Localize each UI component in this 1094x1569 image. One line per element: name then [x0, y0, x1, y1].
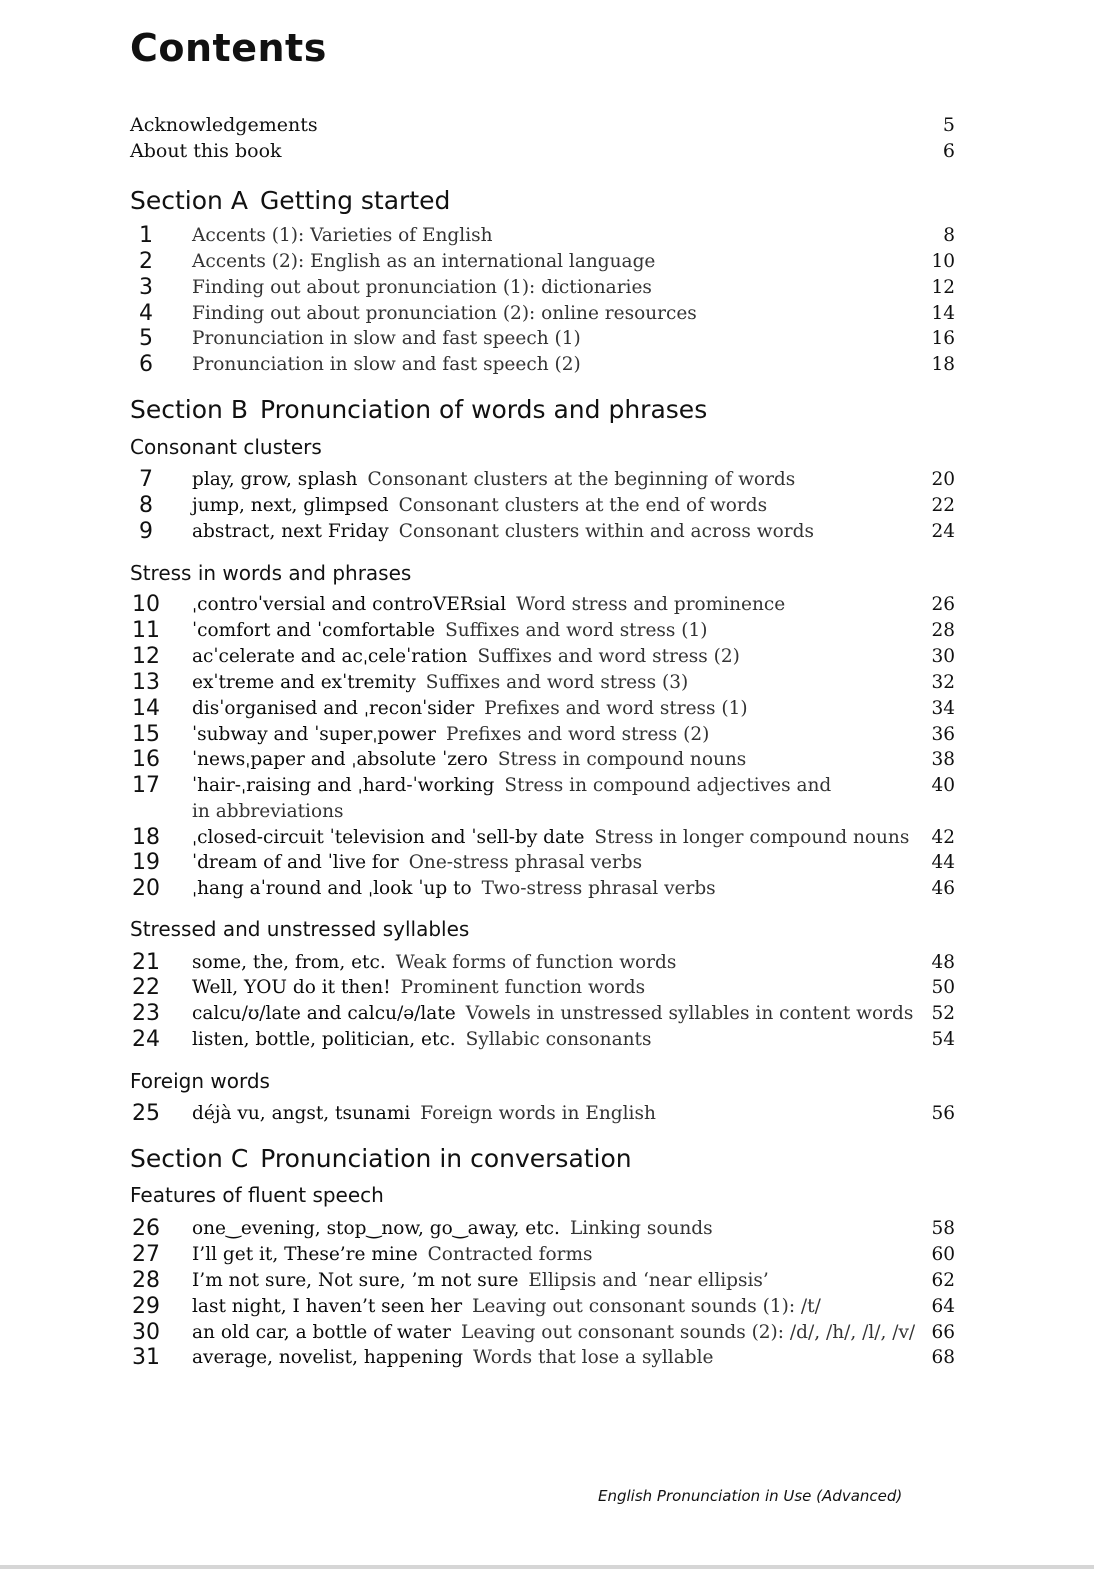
unit-number: 24	[132, 1027, 160, 1052]
toc-entry-acknowledgements[interactable]	[130, 112, 955, 138]
unit-page-number: 44	[931, 852, 955, 873]
unit-keywords: some, the, from, etc.	[192, 952, 386, 973]
unit-keywords: ˈsubway and ˈsuperˌpower	[192, 724, 437, 745]
section-name: Getting started	[259, 186, 451, 215]
unit-page-number: 60	[931, 1244, 955, 1265]
unit-description: Accents (2): English as an international language	[192, 251, 656, 272]
page-title: Contents	[130, 26, 327, 70]
unit-page-number: 50	[931, 977, 955, 998]
group-heading-stressed-unstressed: Stressed and unstressed syllables	[130, 917, 470, 941]
unit-number: 1	[139, 223, 153, 248]
unit-keywords: one‿evening, stop‿now, go‿away, etc.	[192, 1218, 560, 1239]
unit-description: Foreign words in English	[420, 1103, 656, 1124]
unit-description: Pronunciation in slow and fast speech (2)	[192, 354, 581, 375]
unit-number: 3	[139, 275, 153, 300]
toc-entry-label: About this book	[130, 140, 282, 162]
unit-title	[192, 223, 892, 249]
unit-page-number: 8	[943, 225, 955, 246]
unit-page-number: 14	[931, 303, 955, 324]
unit-number: 26	[132, 1216, 160, 1241]
unit-number: 21	[132, 950, 160, 975]
toc-page-number: 6	[942, 140, 955, 162]
unit-number: 22	[132, 975, 160, 1000]
unit-title	[192, 1294, 892, 1320]
unit-page-number: 16	[931, 328, 955, 349]
unit-keywords: ˌcontroˈversial and controVERsial	[192, 594, 507, 615]
section-b-heading	[130, 394, 707, 426]
unit-number: 15	[132, 722, 160, 747]
unit-description: Prefixes and word stress (2)	[446, 724, 710, 745]
unit-number: 2	[139, 249, 153, 274]
unit-page-number: 26	[931, 594, 955, 615]
unit-description: Accents (1): Varieties of English	[192, 225, 493, 246]
unit-title	[192, 618, 892, 644]
unit-page-number: 24	[931, 521, 955, 542]
unit-number: 20	[132, 876, 160, 901]
unit-title	[192, 1101, 892, 1127]
unit-title	[192, 1027, 892, 1053]
unit-description: Finding out about pronunciation (1): dictionaries	[192, 277, 652, 298]
unit-number: 19	[132, 850, 160, 875]
unit-keywords: acˈcelerate and acˌceleˈration	[192, 646, 468, 667]
section-letter: Section C	[130, 1144, 249, 1173]
unit-title	[192, 722, 892, 748]
group-heading-fluent-speech: Features of fluent speech	[130, 1183, 384, 1207]
unit-title	[192, 670, 892, 696]
unit-page-number: 58	[931, 1218, 955, 1239]
unit-title	[192, 493, 892, 519]
unit-number: 28	[132, 1268, 160, 1293]
unit-description: Consonant clusters within and across words	[398, 521, 814, 542]
unit-page-number: 54	[931, 1029, 955, 1050]
unit-keywords: I’m not sure, Not sure, ’m not sure	[192, 1270, 519, 1291]
unit-title	[192, 747, 892, 773]
unit-description: Syllabic consonants	[465, 1029, 652, 1050]
unit-page-number: 28	[931, 620, 955, 641]
unit-keywords: last night, I haven’t seen her	[192, 1296, 463, 1317]
unit-description: Suffixes and word stress (1)	[445, 620, 708, 641]
unit-title	[192, 825, 922, 851]
unit-keywords: average, novelist, happening	[192, 1347, 463, 1368]
unit-description: Prefixes and word stress (1)	[484, 698, 748, 719]
unit-page-number: 56	[931, 1103, 955, 1124]
unit-keywords: ˈnewsˌpaper and ˌabsolute ˈzero	[192, 749, 488, 770]
unit-description: Prominent function words	[400, 977, 646, 998]
page-bottom-edge	[0, 1565, 1094, 1569]
unit-number: 25	[132, 1101, 160, 1126]
unit-number: 9	[139, 519, 153, 544]
toc-entry-about-this-book[interactable]	[130, 138, 955, 164]
unit-page-number: 22	[931, 495, 955, 516]
group-heading-consonant-clusters: Consonant clusters	[130, 435, 322, 459]
unit-keywords: disˈorganised and ˌreconˈsider	[192, 698, 475, 719]
section-letter: Section A	[130, 186, 248, 215]
unit-keywords: jump, next, glimpsed	[192, 495, 389, 516]
unit-keywords: ˌclosed-circuit ˈtelevision and ˈsell-by date	[192, 827, 585, 848]
unit-title	[192, 696, 892, 722]
unit-description: Contracted forms	[427, 1244, 593, 1265]
unit-page-number: 52	[931, 1003, 955, 1024]
unit-description: Pronunciation in slow and fast speech (1)	[192, 328, 581, 349]
section-name: Pronunciation of words and phrases	[259, 395, 708, 424]
unit-number: 18	[132, 825, 160, 850]
unit-description: Weak forms of function words	[395, 952, 677, 973]
unit-keywords: play, grow, splash	[192, 469, 358, 490]
unit-keywords: ˈdream of and ˈlive for	[192, 852, 399, 873]
unit-page-number: 10	[931, 251, 955, 272]
group-heading-stress-in-words: Stress in words and phrases	[130, 561, 412, 585]
unit-page-number: 32	[931, 672, 955, 693]
unit-number: 23	[132, 1001, 160, 1026]
unit-page-number: 68	[931, 1347, 955, 1368]
unit-description: One-stress phrasal verbs	[408, 852, 643, 873]
unit-page-number: 64	[931, 1296, 955, 1317]
unit-page-number: 34	[931, 698, 955, 719]
unit-title	[192, 326, 892, 352]
section-a-heading	[130, 185, 450, 217]
unit-number: 4	[139, 301, 153, 326]
unit-page-number: 38	[931, 749, 955, 770]
unit-page-number: 20	[931, 469, 955, 490]
unit-title	[192, 950, 892, 976]
unit-number: 12	[132, 644, 160, 669]
unit-title	[192, 467, 892, 493]
unit-page-number: 42	[931, 827, 955, 848]
unit-title	[192, 519, 892, 545]
unit-title	[192, 1216, 892, 1242]
section-letter: Section B	[130, 395, 248, 424]
toc-entry-label: Acknowledgements	[130, 114, 318, 136]
unit-page-number: 18	[931, 354, 955, 375]
unit-title	[192, 352, 892, 378]
unit-keywords: calcu/ʊ/late and calcu/ə/late	[192, 1003, 456, 1024]
unit-description: Two-stress phrasal verbs	[481, 878, 716, 899]
unit-number: 7	[139, 467, 153, 492]
unit-number: 11	[132, 618, 160, 643]
unit-page-number: 46	[931, 878, 955, 899]
unit-description: Consonant clusters at the beginning of words	[367, 469, 796, 490]
group-heading-foreign-words: Foreign words	[130, 1069, 270, 1093]
unit-page-number: 36	[931, 724, 955, 745]
unit-page-number: 12	[931, 277, 955, 298]
unit-description: Words that lose a syllable	[473, 1347, 714, 1368]
unit-number: 17	[132, 773, 160, 798]
unit-number: 16	[132, 747, 160, 772]
unit-number: 13	[132, 670, 160, 695]
unit-number: 14	[132, 696, 160, 721]
unit-keywords: exˈtreme and exˈtremity	[192, 672, 416, 693]
unit-title	[192, 1345, 892, 1371]
unit-title	[192, 850, 892, 876]
unit-description: Suffixes and word stress (2)	[477, 646, 740, 667]
unit-number: 5	[139, 326, 153, 351]
unit-keywords: listen, bottle, politician, etc.	[192, 1029, 456, 1050]
unit-page-number: 48	[931, 952, 955, 973]
unit-description: Consonant clusters at the end of words	[398, 495, 768, 516]
unit-title	[192, 249, 892, 275]
unit-title	[192, 301, 892, 327]
unit-description: Leaving out consonant sounds (1): /t/	[472, 1296, 821, 1317]
unit-description: Finding out about pronunciation (2): online resources	[192, 303, 697, 324]
unit-page-number: 66	[931, 1322, 955, 1343]
unit-keywords: an old car, a bottle of water	[192, 1322, 452, 1343]
unit-description: Stress in longer compound nouns	[594, 827, 910, 848]
unit-page-number: 30	[931, 646, 955, 667]
unit-number: 6	[139, 352, 153, 377]
unit-description: Suffixes and word stress (3)	[425, 672, 689, 693]
unit-keywords: déjà vu, angst, tsunami	[192, 1103, 411, 1124]
unit-title	[192, 1001, 922, 1027]
unit-keywords: Well, YOU do it then!	[192, 977, 391, 998]
running-footer: English Pronunciation in Use (Advanced)	[598, 1487, 903, 1505]
unit-title	[192, 644, 892, 670]
unit-keywords: I’ll get it, These’re mine	[192, 1244, 418, 1265]
unit-description: Stress in compound adjectives and in abbreviations	[192, 775, 832, 822]
unit-page-number: 40	[931, 775, 955, 796]
section-name: Pronunciation in conversation	[260, 1144, 632, 1173]
unit-title	[192, 1268, 892, 1294]
section-c-heading	[130, 1143, 632, 1175]
unit-title	[192, 876, 892, 902]
unit-number: 30	[132, 1320, 160, 1345]
toc-page-number: 5	[942, 114, 955, 136]
unit-description: Ellipsis and ‘near ellipsis’	[528, 1270, 769, 1291]
unit-keywords: ˈcomfort and ˈcomfortable	[192, 620, 436, 641]
unit-description: Leaving out consonant sounds (2): /d/, /h/, /l/, /v/	[461, 1322, 916, 1343]
unit-keywords: ˈhair-ˌraising and ˌhard-ˈworking	[192, 775, 495, 796]
unit-title	[192, 1242, 892, 1268]
unit-description: Stress in compound nouns	[497, 749, 747, 770]
unit-description: Vowels in unstressed syllables in content words	[465, 1003, 914, 1024]
unit-description: Word stress and prominence	[516, 594, 786, 615]
unit-number: 10	[132, 592, 160, 617]
unit-page-number: 62	[931, 1270, 955, 1291]
unit-number: 27	[132, 1242, 160, 1267]
unit-number: 29	[132, 1294, 160, 1319]
unit-description: Linking sounds	[569, 1218, 713, 1239]
unit-title	[192, 1320, 932, 1346]
unit-number: 31	[132, 1345, 160, 1370]
unit-title	[192, 592, 892, 618]
unit-title	[192, 275, 892, 301]
unit-keywords: ˌhang aˈround and ˌlook ˈup to	[192, 878, 472, 899]
unit-title	[192, 975, 892, 1001]
unit-number: 8	[139, 493, 153, 518]
unit-title	[192, 773, 832, 824]
unit-keywords: abstract, next Friday	[192, 521, 389, 542]
